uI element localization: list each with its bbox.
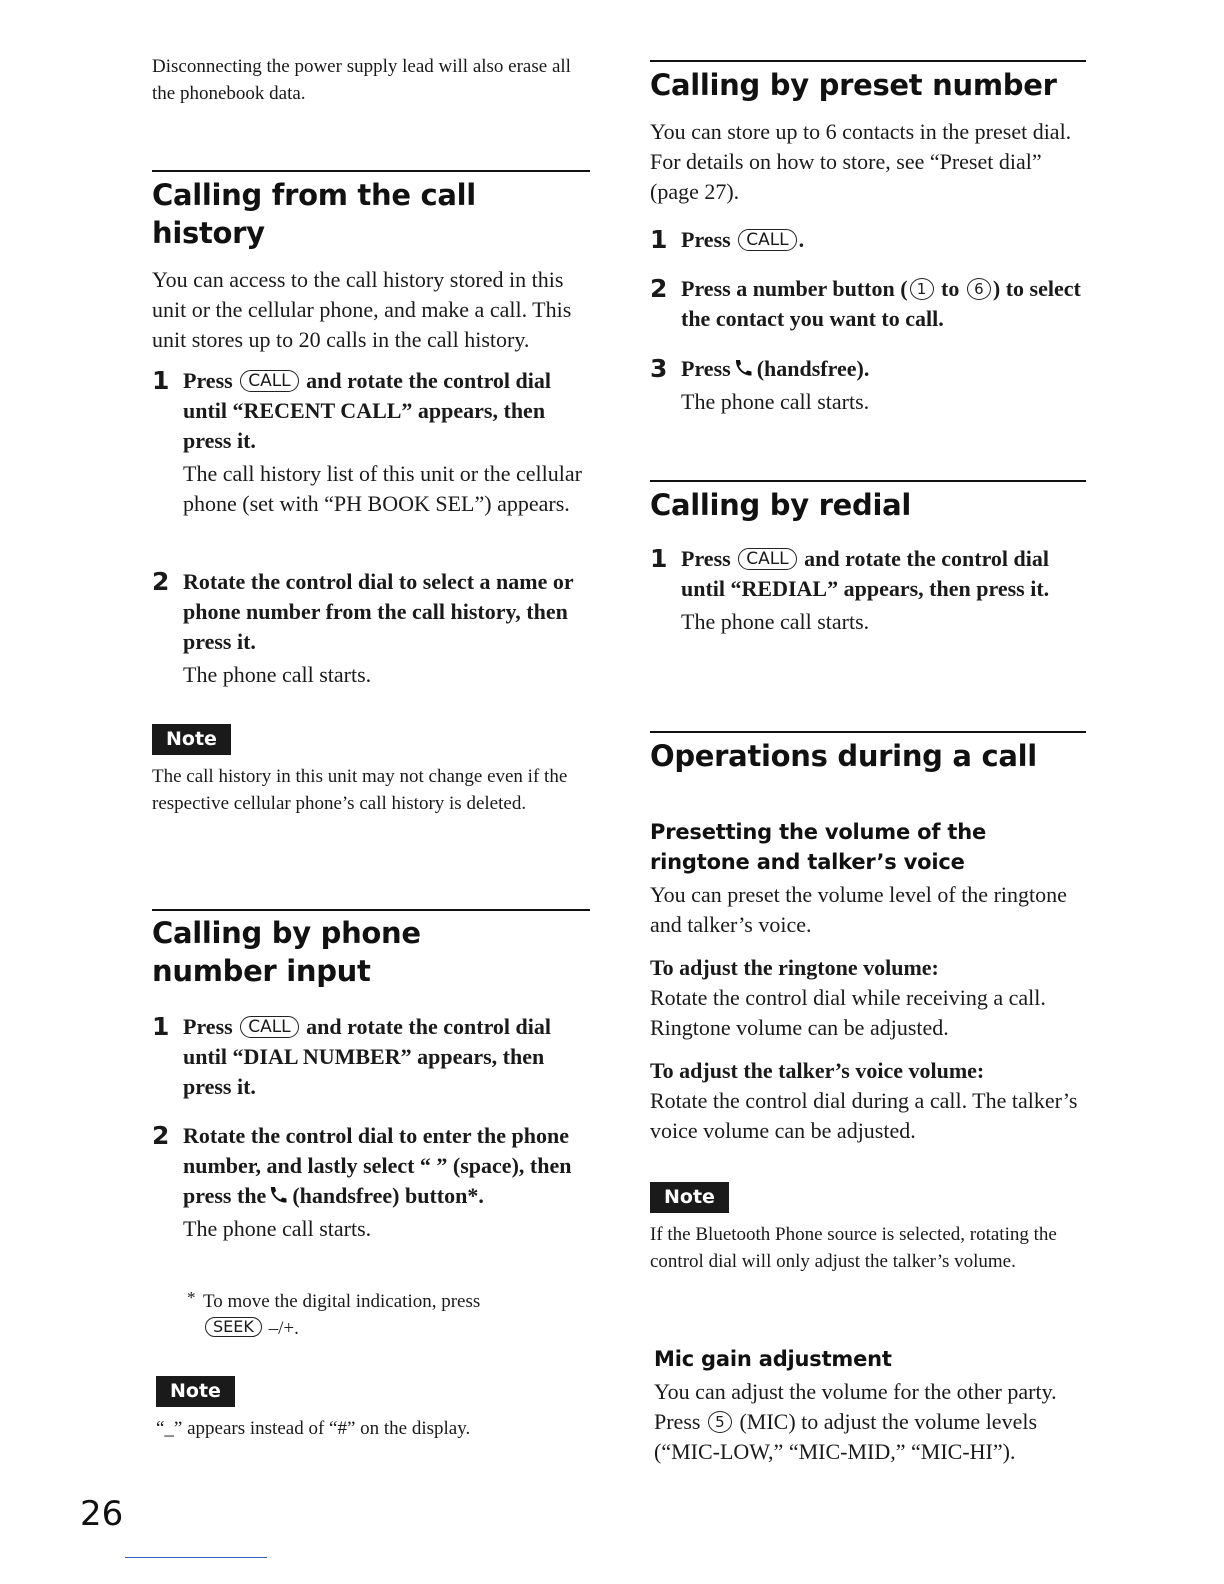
call-history-note — [152, 724, 590, 817]
section-rule — [650, 60, 1086, 62]
step-instruction: Press CALL and rotate the control dial until “REDIAL” appears, then press it. — [681, 546, 1050, 601]
talker-heading: To adjust the talker’s voice volume: — [650, 1058, 985, 1083]
section-preset — [650, 60, 1086, 207]
section-phone-input — [152, 909, 590, 990]
section-title: Operations during a call — [650, 739, 1037, 773]
step-number: 1 — [152, 1012, 170, 1041]
section-body: You can store up to 6 contacts in the preset dial. For details on how to store, see “Preset dial” (page 27). — [650, 119, 1072, 204]
number-6-key-icon: 6 — [967, 278, 991, 300]
subsection-title: Mic gain adjustment — [654, 1347, 892, 1371]
section-title: Calling by phone number input — [152, 916, 421, 988]
section-rule — [152, 170, 590, 172]
seek-key-icon: SEEK — [205, 1317, 262, 1337]
step-result: The call history list of this unit or the cellular phone (set with “PH BOOK SEL”) appears. — [183, 461, 582, 516]
intro-note: Disconnecting the power supply lead will also erase all the phonebook data. — [152, 56, 571, 104]
call-key-icon: CALL — [738, 548, 796, 570]
redial-step-1 — [650, 544, 1086, 637]
section-during-call — [650, 731, 1086, 775]
note-text: The call history in this unit may not change even if the respective cellular phone’s call history is deleted. — [152, 766, 568, 814]
number-5-key-icon: 5 — [708, 1411, 732, 1433]
step-result: The phone call starts. — [681, 609, 870, 634]
note-text: “_” appears instead of “#” on the display. — [156, 1418, 471, 1439]
subsection-body: You can preset the volume level of the ringtone and talker’s voice. — [650, 882, 1067, 937]
call-key-icon: CALL — [240, 370, 298, 392]
step-instruction: Press CALL and rotate the control dial until “DIAL NUMBER” appears, then press it. — [183, 1014, 552, 1099]
note-badge: Note — [650, 1182, 729, 1213]
phone-input-note — [156, 1376, 594, 1442]
handsfree-phone-icon — [733, 359, 753, 377]
number-1-key-icon: 1 — [910, 278, 934, 300]
phone-input-step-1 — [152, 1012, 590, 1102]
phone-input-step-2 — [152, 1121, 590, 1244]
preset-volume-block — [650, 817, 1086, 1146]
mic-text: You can adjust the volume for the other party. Press 5 (MIC) to adjust the volume levels (“MIC-LOW,” “MIC-MID,” “MIC-HI”). — [654, 1379, 1057, 1464]
step-result: The phone call starts. — [183, 1216, 372, 1241]
step-number: 1 — [152, 366, 170, 395]
footnote-marker: * — [187, 1288, 196, 1307]
bottom-rule — [125, 1557, 267, 1558]
call-history-step-1 — [152, 366, 590, 519]
during-call-note — [650, 1182, 1086, 1275]
section-title: Calling by redial — [650, 488, 912, 522]
note-text: If the Bluetooth Phone source is selected, rotating the control dial will only adjust the talker’s volume. — [650, 1224, 1057, 1272]
handsfree-phone-icon — [268, 1186, 288, 1204]
page-number: 26 — [80, 1494, 124, 1534]
section-redial — [650, 480, 1086, 524]
section-call-history — [152, 170, 590, 355]
section-body: You can access to the call history stored in this unit or the cellular phone, and make a call. This unit stores up to 20 calls in the call history. — [152, 267, 572, 352]
section-title: Calling by preset number — [650, 68, 1057, 102]
section-rule — [650, 480, 1086, 482]
ringtone-text: Rotate the control dial while receiving a call. Ringtone volume can be adjusted. — [650, 985, 1046, 1040]
note-badge: Note — [156, 1376, 235, 1407]
ringtone-heading: To adjust the ringtone volume: — [650, 955, 939, 980]
section-rule — [152, 909, 590, 911]
step-instruction: Press CALL and rotate the control dial until “RECENT CALL” appears, then press it. — [183, 368, 552, 453]
talker-text: Rotate the control dial during a call. The talker’s voice volume can be adjusted. — [650, 1088, 1078, 1143]
step-instruction: Press CALL . — [681, 227, 805, 252]
footnote-text: To move the digital indication, press SEEK –/+. — [203, 1291, 481, 1339]
step-result: The phone call starts. — [681, 389, 870, 414]
section-title: Calling from the call history — [152, 178, 476, 250]
step-instruction: Press a number button ( 1 to 6 ) to select the contact you want to call. — [681, 276, 1081, 331]
mic-gain-block — [654, 1344, 1090, 1467]
step-number: 1 — [650, 544, 668, 573]
step-number: 3 — [650, 354, 668, 383]
footnote — [187, 1288, 587, 1342]
step-result: The phone call starts. — [183, 662, 372, 687]
note-badge: Note — [152, 724, 231, 755]
step-number: 2 — [152, 567, 170, 596]
section-rule — [650, 731, 1086, 733]
step-number: 1 — [650, 225, 668, 254]
step-instruction: Rotate the control dial to select a name or phone number from the call history, then press it. — [183, 569, 574, 654]
step-number: 2 — [152, 1121, 170, 1150]
call-key-icon: CALL — [240, 1016, 298, 1038]
subsection-title: Presetting the volume of the ringtone and talker’s voice — [650, 820, 987, 874]
call-key-icon: CALL — [738, 229, 796, 251]
preset-step-3 — [650, 354, 1086, 417]
step-number: 2 — [650, 274, 668, 303]
step-instruction: Rotate the control dial to enter the phone number, and lastly select “ ” (space), then press the (handsfree) button*. — [183, 1123, 572, 1208]
call-history-step-2 — [152, 567, 590, 690]
preset-step-2 — [650, 274, 1086, 334]
step-instruction: Press (handsfree). — [681, 356, 870, 381]
preset-step-1 — [650, 225, 1086, 255]
